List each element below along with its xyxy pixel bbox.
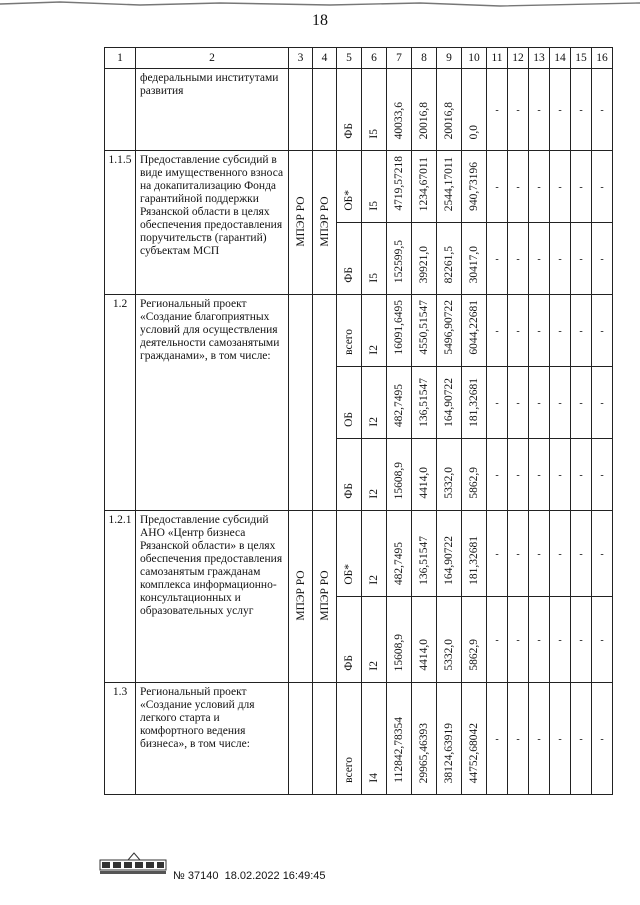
empty-year-cell [592,151,613,223]
value-cell [387,223,412,295]
empty-year-cell [571,223,592,295]
cell-value: ОБ* [343,564,355,585]
cell-value: 2544,17011 [443,156,455,211]
cell-value: I2 [368,489,380,499]
empty-year-cell [529,597,550,683]
empty-year-cell [508,69,529,151]
column-header: 2 [136,48,289,69]
column-header: 9 [437,48,462,69]
cell-value: I5 [368,201,380,211]
empty-year-cell [508,223,529,295]
cell-value: 136,51547 [418,378,430,427]
value-cell [462,151,487,223]
dash-value: - [600,325,604,337]
cell-value: I5 [368,273,380,283]
table-row [105,69,613,151]
empty-year-cell [529,69,550,151]
executor-cell [289,151,313,295]
value-cell [412,151,437,223]
empty-year-cell [550,683,571,795]
empty-year-cell [550,295,571,367]
empty-year-cell [529,683,550,795]
empty-year-cell [592,367,613,439]
dash-value: - [495,181,499,193]
dash-value: - [495,548,499,560]
empty-year-cell [550,597,571,683]
column-header: 7 [387,48,412,69]
cell-value: 164,90722 [443,378,455,427]
column-header: 5 [337,48,362,69]
value-cell [462,223,487,295]
value-cell [337,295,362,367]
table-row [105,683,613,795]
dash-value: - [600,104,604,116]
cell-value: 482,7495 [393,541,405,585]
value-cell [462,439,487,511]
value-cell [387,367,412,439]
dash-value: - [600,634,604,646]
dash-value: - [558,253,562,265]
value-cell [337,683,362,795]
empty-year-cell [592,597,613,683]
empty-year-cell [487,683,508,795]
executor-cell [289,295,313,511]
column-header: 3 [289,48,313,69]
dash-value: - [516,104,520,116]
dash-value: - [558,181,562,193]
dash-value: - [600,469,604,481]
empty-year-cell [508,597,529,683]
value-cell [462,69,487,151]
cell-value: 82261,5 [443,245,455,283]
empty-year-cell [571,683,592,795]
value-cell [412,295,437,367]
dash-value: - [600,253,604,265]
empty-year-cell [508,511,529,597]
value-cell [362,597,387,683]
empty-year-cell [571,295,592,367]
cell-value: всего [343,757,355,783]
dash-value: - [579,733,583,745]
dash-value: - [579,469,583,481]
dash-value: - [600,181,604,193]
cell-value: ОБ [343,412,355,427]
empty-year-cell [592,439,613,511]
dash-value: - [537,253,541,265]
executor-cell [313,683,337,795]
value-cell [337,511,362,597]
dash-value: - [558,397,562,409]
cell-value: всего [343,329,355,355]
empty-year-cell [487,367,508,439]
document-footer [98,850,398,884]
doc-number: № 37140 [173,870,219,882]
value-cell [412,597,437,683]
empty-year-cell [550,151,571,223]
value-cell [437,69,462,151]
executor-cell [289,69,313,151]
empty-year-cell [529,439,550,511]
empty-year-cell [508,439,529,511]
dash-value: - [516,469,520,481]
dash-value: - [579,325,583,337]
dash-value: - [516,634,520,646]
empty-year-cell [571,439,592,511]
empty-year-cell [571,597,592,683]
value-cell [462,511,487,597]
executor-cell [289,511,313,683]
cell-value: 15608,9 [393,633,405,671]
value-cell [362,367,387,439]
dash-value: - [495,104,499,116]
cell-value: 0,0 [468,124,480,139]
value-cell [437,439,462,511]
value-cell [412,223,437,295]
column-header: 15 [571,48,592,69]
dash-value: - [558,325,562,337]
empty-year-cell [592,295,613,367]
executor-label: МПЭР РО [318,569,331,621]
dash-value: - [495,253,499,265]
cell-value: 15608,9 [393,461,405,499]
executor-cell [313,151,337,295]
value-cell [462,683,487,795]
program-table [104,47,613,795]
empty-year-cell [550,223,571,295]
column-header: 1 [105,48,136,69]
dash-value: - [537,469,541,481]
cell-value: 4550,51547 [418,300,430,355]
value-cell [362,683,387,795]
value-cell [412,69,437,151]
column-header: 6 [362,48,387,69]
empty-year-cell [529,367,550,439]
cell-value: 4414,0 [418,467,430,499]
row-number [105,69,136,151]
value-cell [462,295,487,367]
column-header: 4 [313,48,337,69]
table-row [105,151,613,223]
value-cell [387,597,412,683]
dash-value: - [537,548,541,560]
dash-value: - [495,634,499,646]
dash-value: - [516,397,520,409]
empty-year-cell [529,151,550,223]
executor-label: МПЭР РО [318,195,331,247]
value-cell [437,223,462,295]
value-cell [387,683,412,795]
value-cell [412,511,437,597]
executor-cell [313,295,337,511]
value-cell [412,367,437,439]
empty-year-cell [592,683,613,795]
dash-value: - [537,325,541,337]
empty-year-cell [487,223,508,295]
dash-value: - [516,181,520,193]
dash-value: - [579,253,583,265]
dash-value: - [537,733,541,745]
value-cell [337,151,362,223]
empty-year-cell [529,295,550,367]
dash-value: - [558,548,562,560]
value-cell [362,295,387,367]
empty-year-cell [550,511,571,597]
table-row [105,511,613,597]
value-cell [387,511,412,597]
value-cell [362,69,387,151]
cell-value: 38124,63919 [443,722,455,783]
cell-value: 16091,6495 [393,300,405,355]
empty-year-cell [592,69,613,151]
cell-value: I5 [368,129,380,139]
dash-value: - [579,104,583,116]
doc-timestamp: 18.02.2022 16:49:45 [224,870,326,882]
dash-value: - [558,469,562,481]
empty-year-cell [487,295,508,367]
dash-value: - [495,397,499,409]
dash-value: - [516,548,520,560]
value-cell [437,683,462,795]
cell-value: ФБ [343,123,355,139]
dash-value: - [537,181,541,193]
value-cell [337,367,362,439]
dash-value: - [579,634,583,646]
empty-year-cell [550,367,571,439]
dash-value: - [558,634,562,646]
cell-value: I2 [368,575,380,585]
empty-year-cell [508,683,529,795]
dash-value: - [537,634,541,646]
value-cell [437,597,462,683]
row-description: Предоставление субсидий в виде имущественного взноса на докапитализацию Фонда гарантийной поддержки Рязанской области в целях обеспечения предоставления поручительств (гарантий) субъектам МСП [136,151,289,295]
row-number: 1.2 [105,295,136,511]
executor-cell [289,683,313,795]
value-cell [362,151,387,223]
cell-value: I2 [368,661,380,671]
value-cell [387,69,412,151]
empty-year-cell [571,151,592,223]
page-number: 18 [312,12,328,29]
table-row [105,295,613,367]
dash-value: - [558,733,562,745]
empty-year-cell [508,367,529,439]
cell-value: 6044,22681 [468,300,480,355]
value-cell [387,295,412,367]
cell-value: 136,51547 [418,536,430,585]
empty-year-cell [508,295,529,367]
dash-value: - [600,548,604,560]
document-registration [173,870,326,882]
row-number: 1.3 [105,683,136,795]
cell-value: 1234,67011 [418,156,430,211]
cell-value: 152599,5 [393,239,405,283]
dash-value: - [495,733,499,745]
empty-year-cell [571,367,592,439]
header-row [105,48,613,69]
row-number: 1.2.1 [105,511,136,683]
cell-value: 112842,78354 [393,717,405,783]
row-description: Предоставление субсидий АНО «Центр бизнеса Рязанской области» в целях обеспечения предоставления самозанятым гражданам комплекса информационно-консультационных и образовательных услуг [136,511,289,683]
registry-stamp-icon [98,850,170,876]
column-header: 14 [550,48,571,69]
empty-year-cell [487,439,508,511]
value-cell [362,439,387,511]
empty-year-cell [592,223,613,295]
cell-value: ОБ* [343,190,355,211]
value-cell [412,439,437,511]
cell-value: 20016,8 [443,101,455,139]
cell-value: 164,90722 [443,536,455,585]
dash-value: - [516,325,520,337]
value-cell [337,597,362,683]
dash-value: - [495,325,499,337]
empty-year-cell [508,151,529,223]
empty-year-cell [529,223,550,295]
dash-value: - [579,397,583,409]
cell-value: 181,32681 [468,378,480,427]
cell-value: I2 [368,345,380,355]
row-description: федеральными институтами развития [136,69,289,151]
cell-value: 482,7495 [393,383,405,427]
cell-value: 5496,90722 [443,300,455,355]
cell-value: I2 [368,417,380,427]
empty-year-cell [487,597,508,683]
dash-value: - [600,733,604,745]
cell-value: 29965,46393 [418,722,430,783]
column-header: 16 [592,48,613,69]
executor-label: МПЭР РО [294,569,307,621]
value-cell [387,151,412,223]
empty-year-cell [487,151,508,223]
cell-value: ФБ [343,267,355,283]
row-description: Региональный проект «Создание условий для легкого старта и комфортного ведения бизнеса», в том числе: [136,683,289,795]
column-header: 13 [529,48,550,69]
value-cell [337,69,362,151]
cell-value: 39921,0 [418,245,430,283]
dash-value: - [516,253,520,265]
empty-year-cell [550,439,571,511]
cell-value: 20016,8 [418,101,430,139]
cell-value: ФБ [343,655,355,671]
row-description: Региональный проект «Создание благоприятных условий для осуществления деятельности самозанятыми гражданами», в том числе: [136,295,289,511]
empty-year-cell [529,511,550,597]
cell-value: 40033,6 [393,101,405,139]
top-scan-edge [0,0,640,8]
cell-value: 44752,68042 [468,722,480,783]
dash-value: - [600,397,604,409]
cell-value: 940,73196 [468,162,480,211]
value-cell [362,223,387,295]
value-cell [337,439,362,511]
dash-value: - [495,469,499,481]
value-cell [412,683,437,795]
empty-year-cell [487,69,508,151]
value-cell [362,511,387,597]
cell-value: 5332,0 [443,639,455,671]
empty-year-cell [571,69,592,151]
cell-value: 30417,0 [468,245,480,283]
dash-value: - [537,397,541,409]
empty-year-cell [571,511,592,597]
value-cell [462,367,487,439]
dash-value: - [579,181,583,193]
value-cell [337,223,362,295]
cell-value: ФБ [343,483,355,499]
dash-value: - [579,548,583,560]
executor-label: МПЭР РО [294,195,307,247]
cell-value: 4414,0 [418,639,430,671]
cell-value: 5862,9 [468,639,480,671]
cell-value: 5332,0 [443,467,455,499]
value-cell [437,295,462,367]
value-cell [462,597,487,683]
cell-value: 4719,57218 [393,156,405,211]
column-header: 11 [487,48,508,69]
value-cell [387,439,412,511]
empty-year-cell [550,69,571,151]
cell-value: 5862,9 [468,467,480,499]
column-header: 12 [508,48,529,69]
column-header: 8 [412,48,437,69]
executor-cell [313,511,337,683]
column-header: 10 [462,48,487,69]
dash-value: - [558,104,562,116]
executor-cell [313,69,337,151]
dash-value: - [537,104,541,116]
value-cell [437,151,462,223]
empty-year-cell [592,511,613,597]
row-number: 1.1.5 [105,151,136,295]
value-cell [437,511,462,597]
cell-value: 181,32681 [468,536,480,585]
value-cell [437,367,462,439]
empty-year-cell [487,511,508,597]
cell-value: I4 [368,773,380,783]
dash-value: - [516,733,520,745]
